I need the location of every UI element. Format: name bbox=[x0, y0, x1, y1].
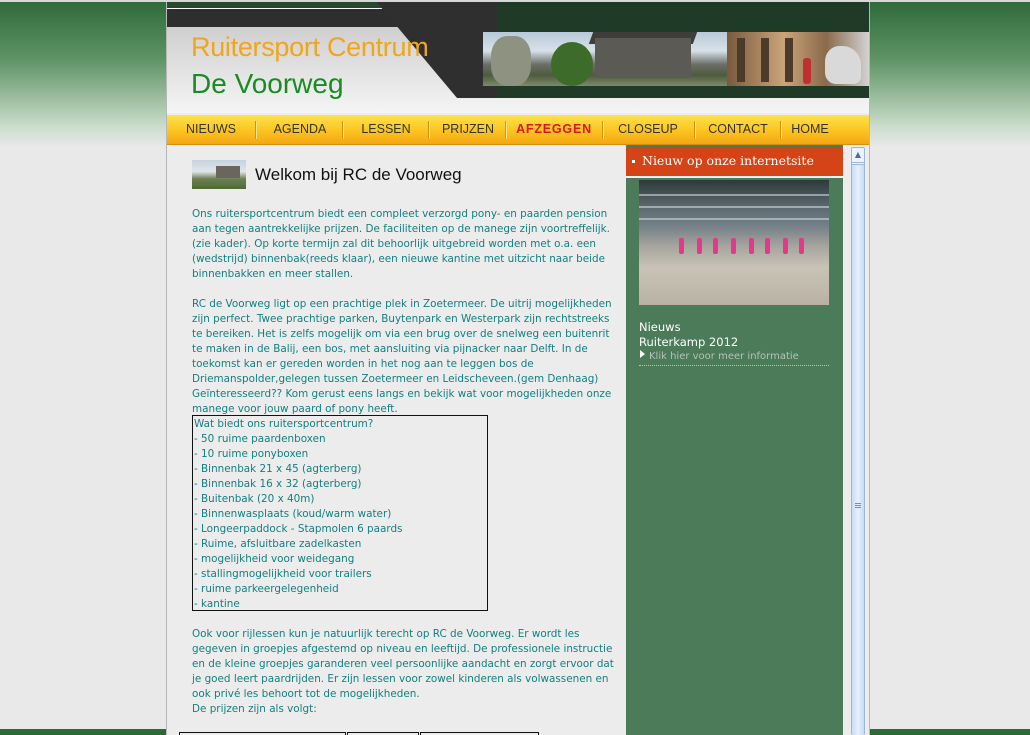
sidebar-heading-text: Nieuw op onze internetsite bbox=[642, 153, 814, 168]
facilities-box bbox=[192, 415, 488, 611]
nav-separator bbox=[602, 121, 603, 139]
nav-separator bbox=[428, 121, 429, 139]
news-photo-rider bbox=[765, 238, 770, 254]
scrollbar-thumb[interactable] bbox=[852, 164, 864, 735]
site-logo-line1[interactable]: Ruitersport Centrum bbox=[191, 32, 429, 62]
facilities-item: - Ruime, afsluitbare zadelkasten bbox=[194, 538, 362, 550]
triangle-right-icon bbox=[640, 350, 645, 358]
header-photo-person bbox=[803, 58, 811, 84]
news-photo-rider bbox=[679, 238, 684, 254]
facilities-item: - Binnenbak 21 x 45 (agterberg) bbox=[194, 463, 362, 475]
facilities-item: - mogelijkheid voor weidegang bbox=[194, 553, 355, 565]
news-photo-rider bbox=[713, 238, 718, 254]
nav-item-agenda[interactable]: AGENDA bbox=[273, 122, 327, 136]
header-photo-stables bbox=[483, 32, 727, 86]
facilities-item: - 10 ruime ponyboxen bbox=[194, 448, 309, 460]
news-photo-rider bbox=[783, 238, 788, 254]
header-photo-tree bbox=[551, 42, 593, 86]
nav-item-nieuws[interactable]: NIEUWS bbox=[186, 122, 236, 136]
location-paragraph: RC de Voorweg ligt op een prachtige plek in Zoetermeer. De uitrij mogelijkheden zijn perfect. Twee prachtige parken, Buytenpark en Westerpark zijn rechtstreeks te bereiken. Het is zelfs mogelijk om via een brug over de snelweg een buitenrit te maken in de Balij, een bos, met aansluiting via pijnacker naar Delft. In de toekomst kan er gereden worden in het nog aan te leggen bos de Driemanspolder,gelegen tussen Zoetermeer en Leidscheveen.(gem Denhaag) Geïnteresseerd?? Kom gerust eens langs en bekijk wat voor mogelijkheden onze manege voor jouw paard of pony heeft. bbox=[192, 298, 612, 415]
news-photo-rider bbox=[799, 238, 804, 254]
news-label: Nieuws bbox=[639, 320, 681, 334]
facilities-item: - ruime parkeergelegenheid bbox=[194, 583, 339, 595]
prices-intro: De prijzen zijn als volgt: bbox=[192, 703, 317, 715]
nav-item-closeup[interactable]: CLOSEUP bbox=[618, 122, 678, 136]
nav-separator bbox=[505, 121, 506, 139]
facilities-item: - 50 ruime paardenboxen bbox=[194, 433, 326, 445]
nav-separator bbox=[780, 121, 781, 139]
header-photo-horse bbox=[825, 46, 861, 84]
header-photo-barn bbox=[595, 38, 691, 78]
news-photo-roof-beam bbox=[639, 206, 829, 208]
news-photo-rider bbox=[697, 238, 702, 254]
nav-item-home[interactable]: HOME bbox=[791, 122, 829, 136]
main-content bbox=[167, 145, 627, 735]
main-navigation bbox=[167, 115, 869, 145]
nav-separator bbox=[342, 121, 343, 139]
news-sidebar bbox=[626, 145, 843, 735]
facilities-item: - Binnenbak 16 x 32 (agterberg) bbox=[194, 478, 362, 490]
page-title: Welkom bij RC de Voorweg bbox=[255, 165, 462, 184]
facilities-item: - kantine bbox=[194, 598, 240, 610]
nav-item-prijzen[interactable]: PRIJZEN bbox=[441, 122, 495, 136]
nav-item-contact[interactable]: CONTACT bbox=[708, 122, 768, 136]
sidebar-heading bbox=[626, 148, 843, 178]
news-photo-roof-beam bbox=[639, 194, 829, 196]
header-photo-stall-post bbox=[761, 38, 769, 82]
facilities-item: - Buitenbak (20 x 40m) bbox=[194, 493, 315, 505]
header-photo-stall-post bbox=[737, 38, 745, 82]
page-container bbox=[166, 2, 870, 735]
facilities-item: Wat biedt ons ruitersportcentrum? bbox=[194, 418, 374, 430]
site-logo-line2[interactable]: De Voorweg bbox=[191, 68, 344, 99]
square-bullet-icon bbox=[632, 160, 635, 163]
nav-item-lessen[interactable]: LESSEN bbox=[361, 122, 411, 136]
news-more-info-text: Klik hier voor meer informatie bbox=[649, 351, 799, 362]
news-photo-rider bbox=[731, 238, 736, 254]
news-photo-rider bbox=[749, 238, 754, 254]
news-title: Ruiterkamp 2012 bbox=[639, 335, 739, 349]
nav-item-afzeggen[interactable]: AFZEGGEN bbox=[516, 122, 592, 136]
site-header bbox=[167, 2, 869, 113]
content-scrollbar[interactable] bbox=[851, 147, 865, 735]
news-more-info-link[interactable] bbox=[639, 350, 829, 366]
facilities-item: - Binnenwasplaats (koud/warm water) bbox=[194, 508, 392, 520]
header-photo-horse-stalls bbox=[727, 32, 869, 86]
intro-paragraph: Ons ruitersportcentrum biedt een compleet verzorgd pony- en paarden pension aan tegen aantrekkelijke prijzen. De faciliteiten op de manege zijn voortreffelijk. (zie kader). Op korte termijn zal dit behoorlijk uitgebreid worden met o.a. een (wedstrijd) binnenbak(reeds klaar), een nieuwe kantine met uitzicht naar beide binnenbakken en meer stallen. bbox=[192, 208, 610, 280]
welcome-thumbnail bbox=[192, 160, 246, 189]
facilities-item: - Longeerpaddock - Stapmolen 6 paards bbox=[194, 523, 403, 535]
nav-separator bbox=[255, 121, 256, 139]
scroll-up-arrow-icon[interactable]: ▲ bbox=[852, 148, 864, 163]
header-photo-stall-post bbox=[785, 38, 793, 82]
header-photo-tree-bare bbox=[491, 36, 531, 86]
news-photo-roof-beam bbox=[639, 218, 829, 220]
lessons-paragraph: Ook voor rijlessen kun je natuurlijk terecht op RC de Voorweg. Er wordt les gegeven in groepjes afgestemd op niveau en leeftijd. De professionele instructie en de kleine groepjes garanderen veel persoonlijke aandacht en zorgt ervoor dat je goed leert paardrijden. Er zijn lessen voor zowel kinderen als volwassenen en ook privé les behoort tot de mogelijkheden. bbox=[192, 628, 614, 700]
news-photo-riding-hall[interactable] bbox=[639, 180, 829, 305]
facilities-item: - stallingmogelijkheid voor trailers bbox=[194, 568, 372, 580]
nav-separator bbox=[694, 121, 695, 139]
scrollbar-grip-icon bbox=[855, 503, 861, 509]
